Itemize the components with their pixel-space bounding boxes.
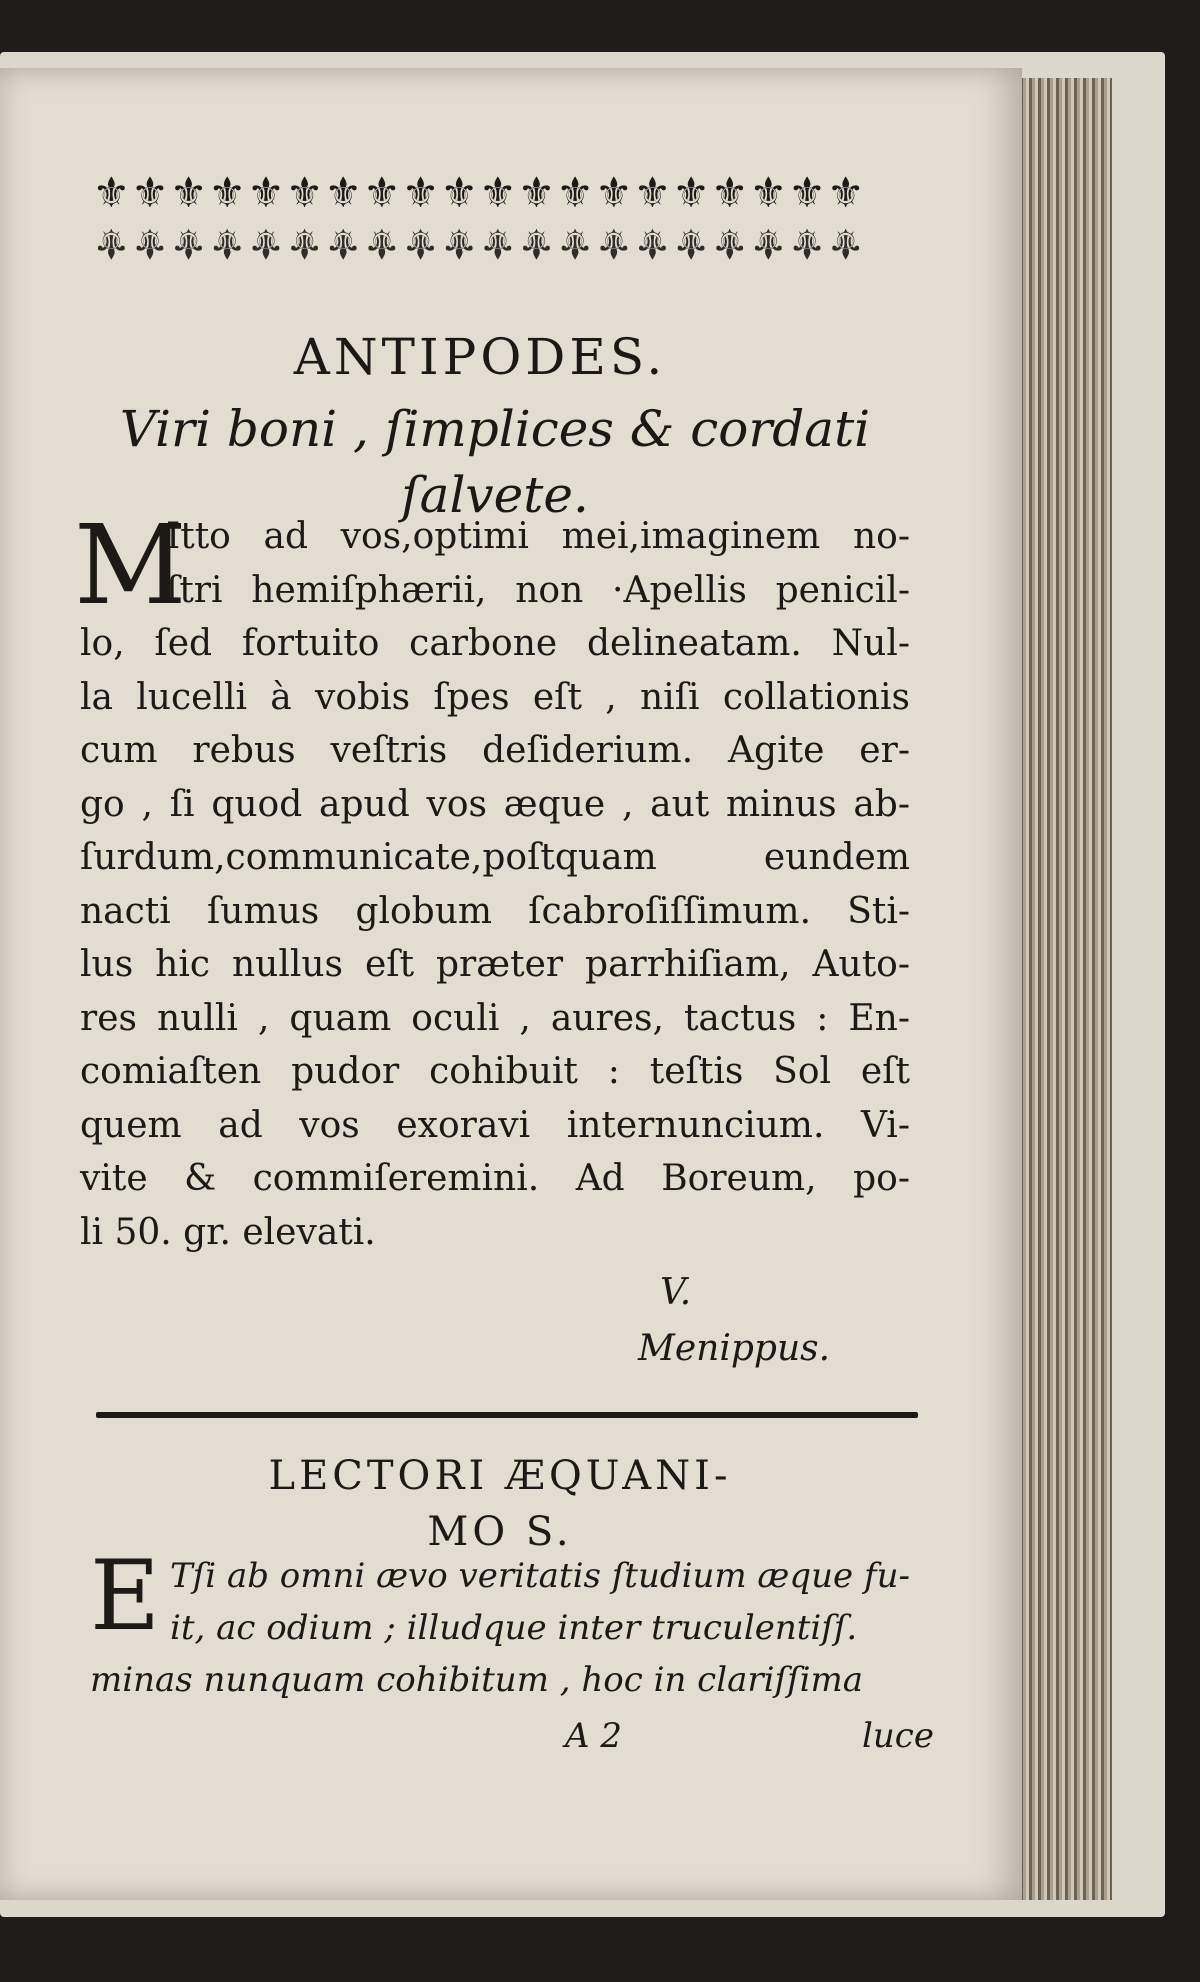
- italic-line: it, ac odium ; illudque inter truculentiſſ.: [170, 1608, 858, 1648]
- italic-line: minas nunquam cohibitum , hoc in clariſſima: [90, 1660, 864, 1700]
- body-line: lo, ſed fortuito carbone delineatam. Nul-: [80, 623, 910, 664]
- section-heading-line-1: LECTORI ÆQUANI-: [268, 1453, 732, 1499]
- section-heading-line-2: MO S.: [427, 1509, 573, 1555]
- page-title: ANTIPODES.: [293, 328, 667, 386]
- italic-paragraph: [90, 1540, 930, 1706]
- main-paragraph: [80, 510, 910, 1259]
- body-line: quem ad vos exoravi internuncium. Vi-: [80, 1104, 910, 1146]
- body-line: Itto ad vos,optimi mei,imaginem no-: [166, 516, 910, 557]
- body-line: la lucelli à vobis ſpes eſt , niſi collationis: [80, 676, 910, 718]
- catchword: luce: [862, 1716, 934, 1756]
- body-line: comiaſten pudor cohibuit : teſtis Sol eſt: [80, 1051, 910, 1092]
- page-edges: [1018, 78, 1112, 1900]
- ornamental-header-band: [64, 168, 894, 288]
- ornament-row-top: ⚜⚜⚜⚜⚜⚜⚜⚜⚜⚜⚜⚜⚜⚜⚜⚜⚜⚜⚜⚜: [92, 168, 866, 217]
- section-heading: [150, 1448, 850, 1560]
- body-line: ſtri hemiſphærii, non ·Apellis penicil-: [166, 569, 910, 611]
- body-line: vite & commiſeremini. Ad Boreum, po-: [80, 1158, 910, 1199]
- body-line: lus hic nullus eſt præter parrhiſiam, Auto-: [80, 944, 910, 985]
- drop-cap: M: [74, 501, 187, 629]
- salutation-line-2: ſalvete.: [401, 466, 589, 524]
- body-line: ſurdum,communicate,poſtquam eundem: [80, 837, 910, 878]
- salutation: [100, 396, 890, 528]
- body-line: res nulli , quam oculi , aures, tactus : En-: [80, 997, 910, 1039]
- body-line: cum rebus veſtris deſiderium. Agite er-: [80, 730, 910, 771]
- body-line: nacti ſumus globum ſcabroſiſſimum. Sti-: [80, 890, 910, 932]
- signoff-initial: V.: [660, 1272, 692, 1313]
- drop-cap-2: E: [90, 1540, 161, 1652]
- body-line: go , ſi quod apud vos æque , aut minus ab-: [80, 783, 910, 825]
- signoff-name: Menippus.: [638, 1328, 831, 1369]
- ornament-row-bottom: ⚜⚜⚜⚜⚜⚜⚜⚜⚜⚜⚜⚜⚜⚜⚜⚜⚜⚜⚜⚜: [92, 219, 866, 268]
- salutation-line-1: Viri boni , ſimplices & cordati: [119, 400, 871, 458]
- signature-mark: A 2: [565, 1716, 622, 1756]
- section-divider: [96, 1412, 918, 1418]
- italic-line: Tſi ab omni ævo veritatis ſtudium æque fu-: [170, 1556, 910, 1596]
- body-line: li 50. gr. elevati.: [80, 1211, 376, 1253]
